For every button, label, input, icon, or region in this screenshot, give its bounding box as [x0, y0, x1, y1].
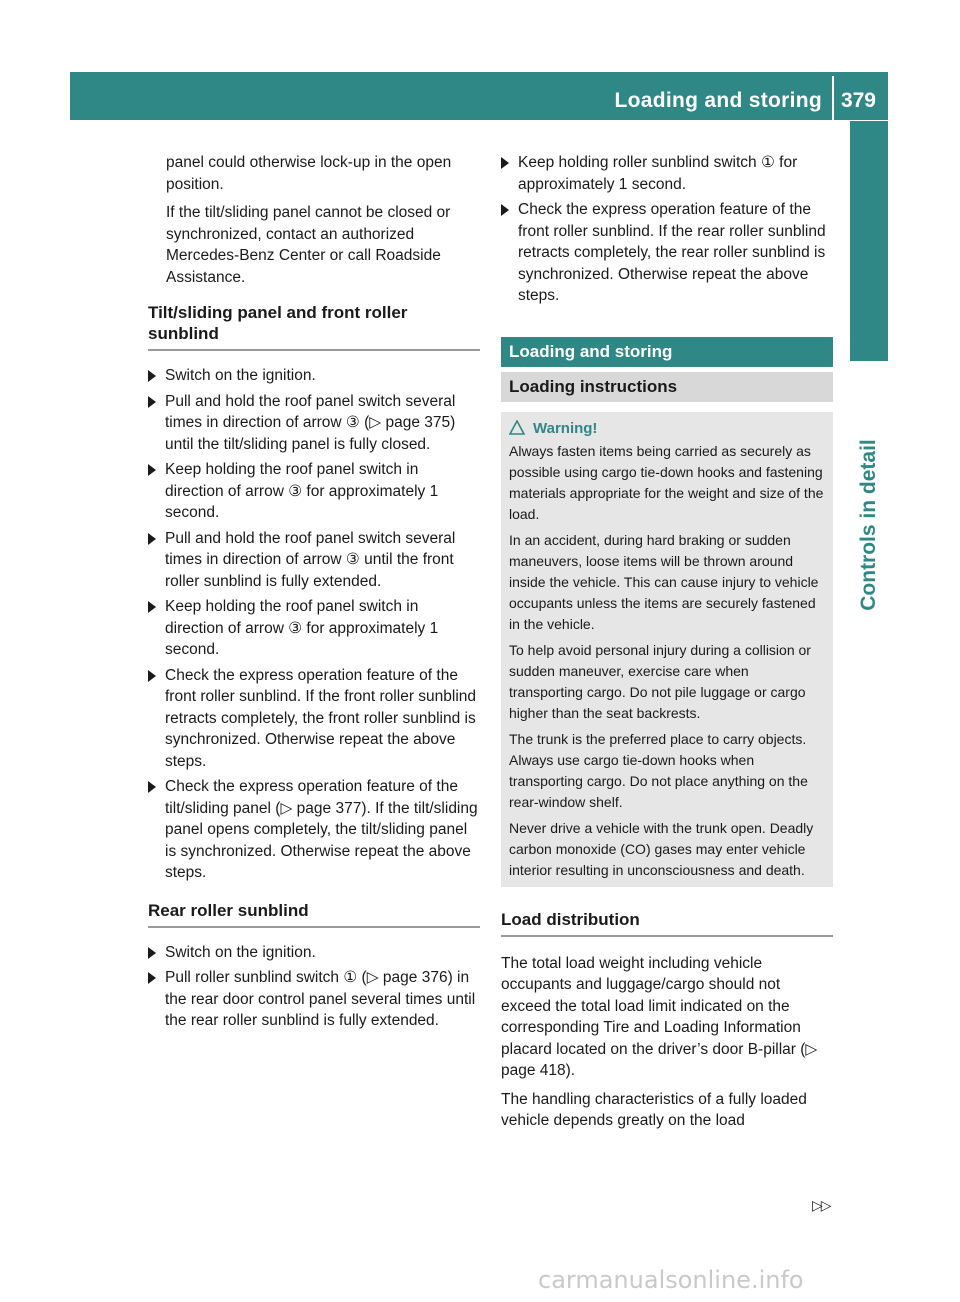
section-heading: Tilt/sliding panel and front roller sunblind — [148, 302, 480, 351]
instruction-step — [148, 528, 480, 593]
instruction-step — [148, 942, 480, 964]
step-text: Check the express operation feature of the tilt/sliding panel (▷ page 377). If the tilt/sliding panel opens completely, the tilt/sliding panel is synchronized. Otherwise repeat the above steps. — [165, 778, 478, 881]
warning-paragraph: To help avoid personal injury during a collision or sudden maneuver, exercise care when transporting cargo. Do not pile luggage or cargo higher than the seat backrests. — [509, 641, 811, 721]
step-arrow-icon — [148, 464, 156, 476]
header-title: Loading and storing — [614, 89, 822, 112]
watermark: carmanualsonline.info — [538, 1266, 804, 1294]
warning-paragraph: Never drive a vehicle with the trunk open. Deadly carbon monoxide (CO) gases may enter vehicle interior resulting in unconsciousness and death. — [509, 819, 814, 878]
step-arrow-icon — [148, 396, 156, 408]
warning-paragraph: The trunk is the preferred place to carry objects. Always use cargo tie-down hooks when transporting cargo. Do not place anything on the rear-window shelf. — [509, 730, 808, 810]
intro-paragraph: If the tilt/sliding panel cannot be closed or synchronized, contact an authorized Mercedes-Benz Center or call Roadside Assistance. — [166, 204, 451, 286]
intro-paragraph: panel could otherwise lock-up in the open position. — [166, 154, 452, 193]
instruction-list — [501, 152, 833, 307]
side-tab-marker — [850, 121, 888, 361]
section-title-bar: Loading and storing — [501, 337, 833, 367]
step-arrow-icon — [148, 601, 156, 613]
step-text: Keep holding the roof panel switch in direction of arrow ③ for approximately 1 second. — [165, 461, 439, 521]
section-heading: Load distribution — [501, 909, 833, 937]
step-arrow-icon — [148, 533, 156, 545]
body-paragraph: The total load weight including vehicle occupants and luggage/cargo should not exceed the total load limit indicated on the corresponding Tire and Loading Information placard located on the driver’s door B-pillar (▷ page 418). — [501, 954, 818, 1079]
instruction-list — [148, 942, 480, 1032]
instruction-step — [148, 596, 480, 661]
subsection-title-bar: Loading instructions — [501, 372, 833, 402]
warning-triangle-icon — [509, 420, 525, 435]
continued-arrow-icon: ▷▷ — [812, 1197, 830, 1213]
instruction-step — [501, 152, 833, 195]
side-section-label — [850, 365, 888, 685]
step-text: Check the express operation feature of the front roller sunblind. If the rear roller sunblind retracts completely, the rear roller sunblind is synchronized. Otherwise repeat the above steps. — [518, 201, 826, 304]
step-text: Pull and hold the roof panel switch several times in direction of arrow ③ until the front roller sunblind is fully extended. — [165, 529, 456, 590]
step-arrow-icon — [501, 204, 509, 216]
step-text: Keep holding the roof panel switch in direction of arrow ③ for approximately 1 second. — [165, 598, 439, 658]
page-header — [70, 72, 888, 120]
instruction-step — [148, 967, 480, 1032]
step-text: Switch on the ignition. — [165, 943, 316, 961]
right-column — [501, 152, 833, 1139]
warning-title — [509, 418, 825, 439]
step-arrow-icon — [148, 370, 156, 382]
left-column — [148, 152, 480, 1048]
warning-title-text: Warning! — [533, 419, 598, 437]
step-arrow-icon — [148, 947, 156, 959]
step-text: Pull roller sunblind switch ① (▷ page 376) in the rear door control panel several times until the rear roller sunblind is fully extended. — [165, 969, 476, 1029]
instruction-list — [148, 365, 480, 884]
step-arrow-icon — [501, 157, 509, 169]
header-divider — [832, 76, 834, 120]
step-arrow-icon — [148, 972, 156, 984]
instruction-step — [148, 776, 480, 884]
instruction-step — [148, 365, 480, 387]
step-arrow-icon — [148, 670, 156, 682]
instruction-step — [148, 391, 480, 456]
warning-box — [501, 412, 833, 887]
step-text: Check the express operation feature of the front roller sunblind. If the front roller sunblind retracts completely, the front roller sunblind is synchronized. Otherwise repeat the above steps. — [165, 666, 477, 770]
step-arrow-icon — [148, 781, 156, 793]
section-heading: Rear roller sunblind — [148, 900, 480, 928]
instruction-step — [148, 665, 480, 773]
body-paragraph: The handling characteristics of a fully loaded vehicle depends greatly on the load — [501, 1090, 807, 1129]
instruction-step — [501, 199, 833, 307]
side-label-text: Controls in detail — [857, 439, 880, 611]
step-text: Pull and hold the roof panel switch several times in direction of arrow ③ (▷ page 375) until the tilt/sliding panel is fully closed. — [165, 392, 456, 453]
warning-paragraph: Always fasten items being carried as securely as possible using cargo tie-down hooks and fastening materials appropriate for the weight and size of the load. — [509, 442, 824, 522]
instruction-step — [148, 459, 480, 524]
page-number: 379 — [840, 89, 876, 112]
step-text: Switch on the ignition. — [165, 367, 316, 384]
step-text: Keep holding roller sunblind switch ① for approximately 1 second. — [518, 154, 798, 193]
warning-paragraph: In an accident, during hard braking or sudden maneuvers, loose items will be thrown around inside the vehicle. This can cause injury to vehicle occupants unless the items are securely fastened in the vehicle. — [509, 531, 819, 632]
